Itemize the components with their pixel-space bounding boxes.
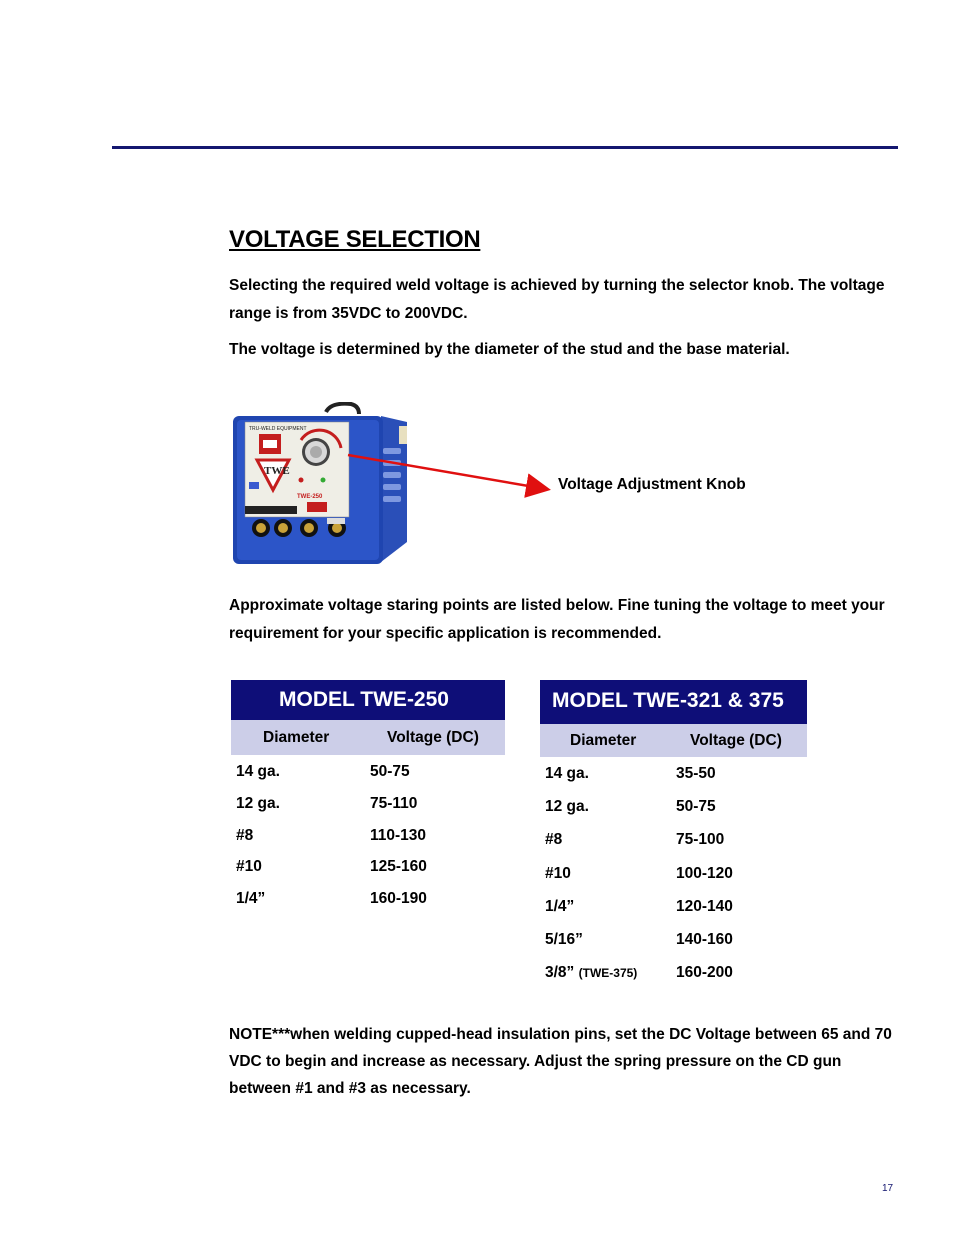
starting-points-paragraph: Approximate voltage staring points are listed below. Fine tuning the voltage to meet your requirement for your specific application is recommended. [229, 597, 885, 642]
diameter-cell [545, 956, 637, 990]
table-row [540, 890, 807, 923]
table-title: MODEL TWE-321 & 375 [540, 680, 807, 724]
table-row [231, 820, 505, 852]
diameter-cell: 12 ga. [236, 794, 280, 812]
voltage-cell: 110-130 [370, 826, 427, 844]
section-title: VOLTAGE SELECTION [229, 226, 481, 253]
voltage-cell: 120-140 [676, 897, 733, 915]
voltage-cell: 160-200 [676, 964, 733, 982]
header-rule [112, 146, 898, 149]
voltage-cell: 50-75 [370, 763, 410, 780]
voltage-cell: 75-110 [370, 794, 418, 812]
table-row [540, 857, 807, 890]
column-header-diameter: Diameter [570, 732, 637, 749]
column-header-diameter: Diameter [263, 729, 330, 746]
table-row [540, 790, 807, 823]
table-row [231, 851, 505, 883]
table-row [540, 923, 807, 956]
panel-logo-text: TWE [264, 465, 290, 477]
diameter-cell: 1/4” [545, 897, 575, 915]
diameter-value: 3/8” [545, 964, 575, 982]
welder-image [231, 402, 411, 564]
column-header-voltage: Voltage (DC) [387, 729, 479, 746]
diameter-cell: #10 [545, 864, 571, 882]
note-paragraph: NOTE***when welding cupped-head insulation pins, set the DC Voltage between 65 and 70 VDC to begin and increase as necessary. Adjust the spring pressure on the CD gun between #1 and #3 as necessary. [229, 1026, 892, 1097]
knob-callout-label: Voltage Adjustment Knob [558, 476, 746, 493]
intro-paragraph: Selecting the required weld voltage is achieved by turning the selector knob. The voltage range is from 35VDC to 200VDC. [229, 277, 885, 322]
table-row [231, 883, 505, 915]
table-column-headers [540, 724, 807, 757]
voltage-cell: 35-50 [676, 765, 716, 782]
table-row [540, 956, 807, 989]
diameter-cell: 5/16” [545, 930, 583, 948]
voltage-cell: 100-120 [676, 864, 733, 882]
table-title: MODEL TWE-250 [231, 680, 505, 720]
column-header-voltage: Voltage (DC) [690, 732, 782, 749]
table-twe-321-375 [540, 680, 807, 989]
table-twe-250 [231, 680, 505, 915]
voltage-cell: 75-100 [676, 831, 725, 849]
panel-model-text: TWE-250 [297, 494, 323, 500]
model-note: (TWE-375) [578, 966, 638, 981]
page-number: 17 [882, 1183, 894, 1194]
voltage-cell: 160-190 [370, 890, 427, 908]
diameter-cell: #8 [236, 826, 254, 844]
diameter-cell: #8 [545, 831, 563, 849]
diameter-cell: 1/4” [236, 890, 266, 908]
voltage-basis-paragraph: The voltage is determined by the diameter of the stud and the base material. [229, 341, 790, 358]
diameter-cell: 14 ga. [236, 763, 280, 780]
table-row [540, 823, 807, 856]
voltage-cell: 125-160 [370, 858, 427, 876]
voltage-cell: 140-160 [676, 930, 733, 948]
table-row [231, 756, 505, 788]
diameter-cell: #10 [236, 858, 262, 876]
table-row [231, 788, 505, 820]
table-row [540, 757, 807, 790]
voltage-cell: 50-75 [676, 798, 716, 816]
table-column-headers [231, 720, 505, 755]
diameter-cell: 14 ga. [545, 765, 589, 782]
panel-brand-text: TRU-WELD EQUIPMENT [249, 426, 307, 432]
diameter-cell: 12 ga. [545, 798, 589, 816]
